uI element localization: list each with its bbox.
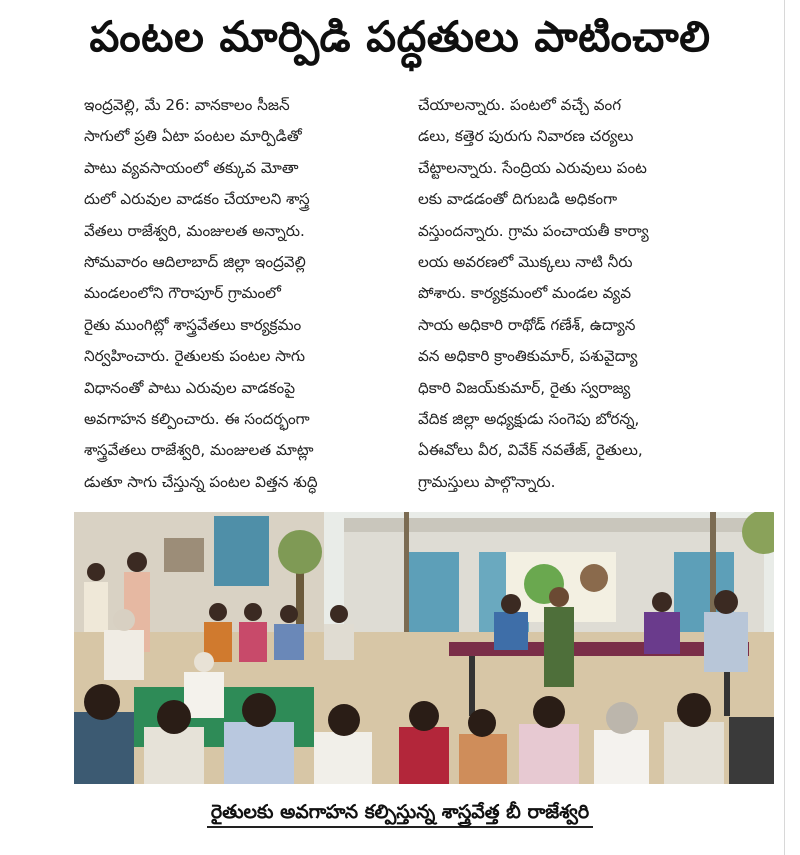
article-body-line: ఇంద్రవెల్లి, మే 26: వానకాలం సీజన్ (84, 96, 290, 114)
article-body-line: లకు వాడడంతో దిగుబడి అధికంగా (418, 190, 618, 209)
article-body-line: డలు, కత్తెర పురుగు నివారణ చర్యలు (418, 127, 634, 146)
article-body-line: గ్రామస్తులు పాల్గొన్నారు. (418, 472, 556, 491)
article-body-line: వేదిక జిల్లా అధ్యక్షుడు సంగెపు బోరన్న, (418, 410, 640, 429)
article-body-line: శాస్త్రవేతలు రాజేశ్వరి, మంజులత మాట్లా (84, 441, 314, 460)
article-body-left-column (84, 90, 402, 498)
photo-caption-text: రైతులకు అవగాహన కల్పిస్తున్న శాస్త్రవేత్త బీ రాజేశ్వరి (207, 801, 593, 828)
article-body-line: అవగాహన కల్పించారు. ఈ సందర్భంగా (84, 410, 310, 429)
photo-caption (0, 792, 800, 832)
article-body-right-column (418, 90, 763, 498)
article-body-line: రైతు ముంగిట్లో శాస్త్రవేతలు కార్యక్రమం (84, 315, 302, 334)
article-body-line: లయ అవరణలో మొక్కలు నాటి నీరు (418, 253, 633, 272)
column-rule (784, 0, 785, 855)
article-body-line: వేతలు రాజేశ్వరి, మంజులత అన్నారు. (84, 221, 305, 240)
article-body-line: చేట్టాలన్నారు. సేంద్రియ ఎరువులు పంట (418, 158, 647, 177)
article-body-line: దులో ఎరువుల వాడకం చేయాలని శాస్త్ర (84, 190, 310, 209)
article-body-line: మండలంలోని గౌరాపూర్ గ్రామంలో (84, 284, 281, 303)
article-body-line: పోశారు. కార్యక్రమంలో మండల వ్యవ (418, 284, 632, 303)
article-photo (74, 512, 774, 784)
article-headline: పంటల మార్పిడి పద్ధతులు పాటించాలి (89, 12, 711, 61)
article-body-line: సాగులో ప్రతి ఏటా పంటల మార్పిడితో (84, 127, 302, 146)
article-body-line: నిర్వహించారు. రైతులకు పంటల సాగు (84, 347, 305, 366)
article-body-line: సాయ అధికారి రాథోడ్ గణేశ్, ఉద్యాన (418, 315, 636, 334)
article-body-line: వస్తుందన్నారు. గ్రామ పంచాయతీ కార్యా (418, 221, 649, 240)
article-body-line: చేయాలన్నారు. పంటలో వచ్చే వంగ (418, 96, 622, 114)
article-body-line: డుతూ సాగు చేస్తున్న పంటల విత్తన శుద్ధి (84, 472, 318, 491)
article-body-line: సోమవారం ఆదిలాబాద్ జిల్లా ఇంద్రవెల్లి (84, 253, 306, 272)
article-body-line: ఏఈవోలు వీర, వివేక్ నవతేజ్, రైతులు, (418, 441, 643, 460)
article-body-line: ధికారి విజయ్‌కుమార్, రైతు స్వరాజ్య (418, 378, 631, 397)
article-body-line: వన అధికారి క్రాంతికుమార్, పశువైద్యా (418, 347, 638, 366)
article-body-line: పాటు వ్యవసాయంలో తక్కువ మోతా (84, 158, 299, 177)
article-body-line: విధానంతో పాటు ఎరువుల వాడకంపై (84, 378, 295, 397)
